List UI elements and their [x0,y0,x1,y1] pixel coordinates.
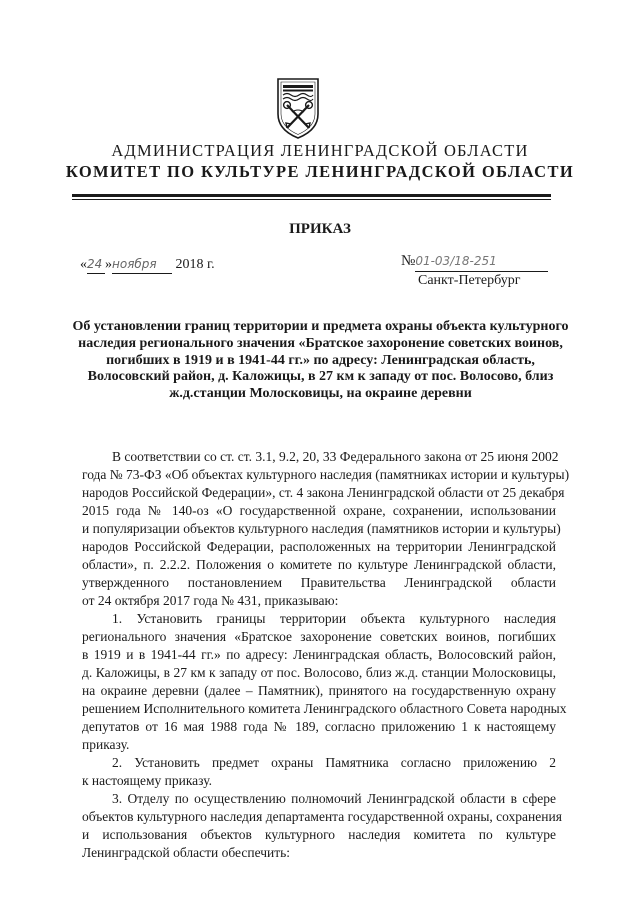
committee-name: КОМИТЕТ ПО КУЛЬТУРЕ ЛЕНИНГРАДСКОЙ ОБЛАСТИ [65,162,575,181]
document-number [401,251,548,272]
body-line: года № 73-ФЗ «Об объектах культурного наследия (памятниках истории и культуры) [82,467,570,482]
number-sign: № [401,253,416,269]
body-line: Ленинградской области обеспечить: [82,845,291,860]
body-line: приказу. [82,737,130,752]
body-line: 2. Установить предмет охраны Памятника согласно приложению 2 [112,755,556,770]
body-line: депутатов от 16 мая 1988 года № 189, согласно приложению 1 к настоящему [82,719,556,734]
body-line: народов Российской Федерации, расположенных на территории Ленинградской [82,539,556,554]
body-line: на окраине деревни (далее – Памятник), принятого на государственную охрану [82,683,556,698]
date-day-handwritten: 24 [87,255,105,274]
coat-of-arms-icon [272,76,324,140]
title-line: Волосовский район, д. Каложицы, в 27 км к западу от пос. Волосово, близ [87,369,554,385]
date-open-quote: « [80,257,87,272]
body-line: 3. Отделу по осуществлению полномочий Ленинградской области в сфере [112,791,556,806]
body-line: в 1919 и в 1941-44 гг.» по адресу: Ленинградская область, Волосовский район, [82,647,556,662]
body-line: области», п. 2.2.2. Положения о комитете по культуре Ленинградской области, [82,557,556,572]
header-divider-thick [72,194,551,197]
body-line: В соответствии со ст. ст. 3.1, 9.2, 20, 33 Федерального закона от 25 июня 2002 [112,449,559,464]
title-line: Об установлении границ территории и предмета охраны объекта культурного [72,319,569,334]
body-line: объектов культурного наследия департамента государственной охраны, сохранения [82,809,562,824]
date-month-handwritten: ноября [112,255,172,274]
header-divider-thin [72,199,551,200]
body-line: 1. Установить границы территории объекта культурного наследия [112,611,556,626]
body-line: регионального значения «Братское захоронение советских воинов, погибших [82,629,556,644]
administration-name: АДМИНИСТРАЦИЯ ЛЕНИНГРАДСКОЙ ОБЛАСТИ [111,141,529,160]
title-line: погибших в 1919 и в 1941-44 гг.» по адресу: Ленинградская область, [106,352,535,368]
number-handwritten: 01-03/18-251 [415,251,548,272]
body-line: решением Исполнительного комитета Ленинградского областного Совета народных [82,701,567,716]
document-type: ПРИКАЗ [289,221,351,237]
body-line: д. Каложицы, в 27 км к западу от пос. Волосово, близ ж.д. станции Молосковицы, [82,665,556,680]
body-line: к настоящему приказу. [82,773,212,788]
title-line: наследия регионального значения «Братское захоронение советских воинов, [78,335,563,351]
document-city: Санкт-Петербург [418,273,521,288]
body-line: и использования объектов культурного наследия комитета по культуре [82,827,556,842]
document-date [80,255,215,274]
date-close-quote: » [105,257,112,272]
order-title [40,319,601,403]
body-line: народов Российской Федерации», ст. 4 закона Ленинградской области от 25 декабря [82,485,565,500]
body-line: и популяризации объектов культурного наследия (памятников истории и культуры) [82,521,561,536]
body-line: 2015 года № 140-оз «О государственной охране, сохранении, использовании [82,503,556,518]
body-line: утвержденного постановлением Правительства Ленинградской области [82,575,556,590]
body-line: от 24 октября 2017 года № 431, приказываю: [82,593,339,608]
date-year: 2018 г. [175,257,215,272]
title-line: ж.д.станции Молосковицы, на окраине деревни [169,386,472,402]
